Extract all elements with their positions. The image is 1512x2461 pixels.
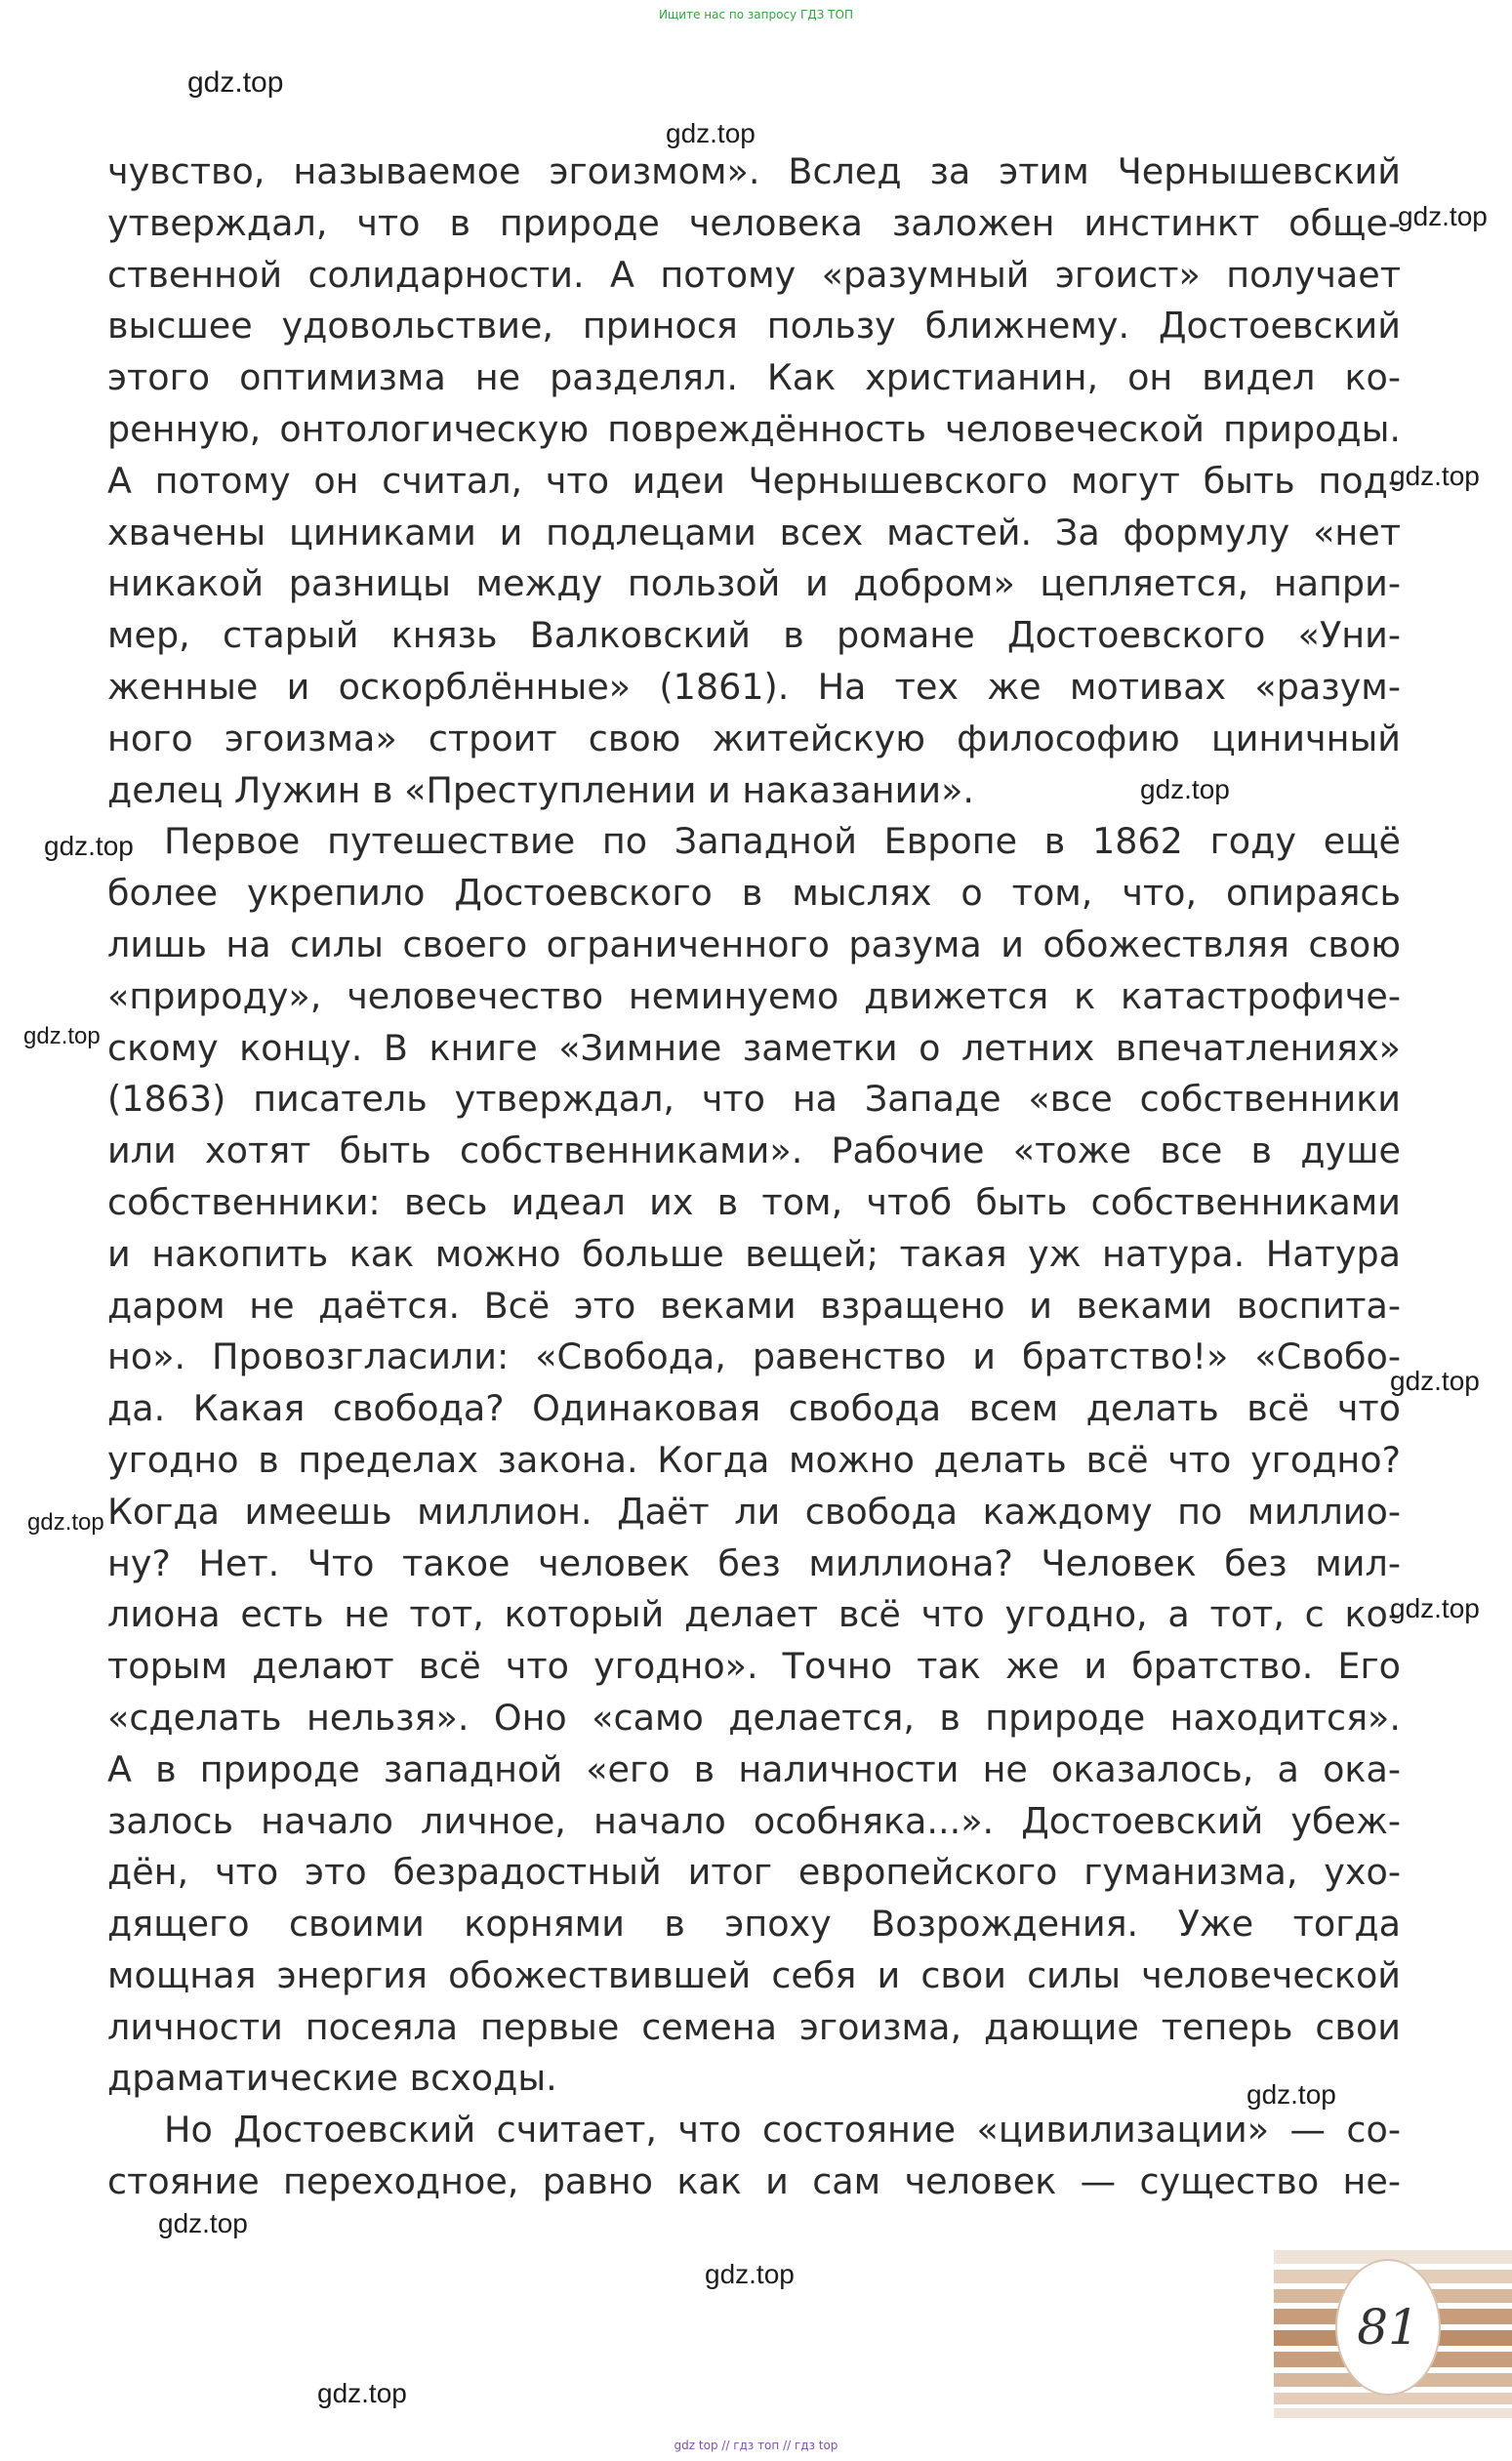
watermark: gdz.top: [158, 2208, 248, 2238]
text-line: угодно в пределах закона. Когда можно делать всё что угодно?: [107, 1438, 1401, 1481]
text-line: залось начало личное, начало особняка...». Достоевский убеж-: [107, 1799, 1401, 1842]
text-line: никакой разницы между пользой и добром» цепляется, напри-: [107, 562, 1401, 605]
watermark: gdz.top: [1140, 774, 1230, 804]
text-line: Но Достоевский считает, что состояние «цивилизации» — со-: [164, 2109, 1401, 2152]
text-line: «сделать нельзя». Оно «само делается, в природе находится».: [107, 1696, 1401, 1739]
text-line: да. Какая свобода? Одинаковая свобода всем делать всё что: [107, 1387, 1401, 1430]
text-line: лишь на силы своего ограниченного разума и обожествляя свою: [107, 923, 1401, 965]
text-line: даром не даётся. Всё это веками взращено и веками воспита-: [107, 1284, 1401, 1327]
text-line: дящего своими корнями в эпоху Возрождения. Уже тогда: [107, 1903, 1401, 1946]
text-line: ственной солидарности. А потому «разумный эгоист» получает: [107, 253, 1401, 296]
text-line: этого оптимизма не разделял. Как христианин, он видел ко-: [107, 356, 1401, 399]
text-line: лиона есть не тот, который делает всё что угодно, а тот, с ко-: [107, 1593, 1401, 1636]
text-line: мощная энергия обожествившей себя и свои силы человеческой: [107, 1953, 1401, 1996]
text-line: высшее удовольствие, принося пользу ближнему. Достоевский: [107, 305, 1401, 348]
text-line: ренную, онтологическую повреждённость человеческой природы.: [107, 407, 1401, 450]
text-line: А в природе западной «его в наличности не оказалось, а ока-: [107, 1747, 1401, 1790]
text-line: дён, что это безрадостный итог европейского гуманизма, ухо-: [107, 1851, 1401, 1894]
text-line: утверждал, что в природе человека заложен инстинкт обще-: [107, 201, 1401, 244]
text-line: более укрепило Достоевского в мыслях о том, что, опираясь: [107, 872, 1401, 915]
text-line: или хотят быть собственниками». Рабочие «тоже все в душе: [107, 1129, 1401, 1172]
page-number: 81: [1357, 2299, 1419, 2356]
text-line: личности посеяла первые семена эгоизма, дающие теперь свои: [107, 2005, 1401, 2048]
text-line: «природу», человечество неминуемо движется к катастрофиче-: [107, 974, 1401, 1017]
watermark: gdz.top: [187, 66, 284, 99]
text-line: ного эгоизма» строит свою житейскую философию циничный: [107, 717, 1401, 759]
text-line: драматические всходы.: [107, 2057, 557, 2100]
watermark: gdz.top: [1390, 461, 1480, 491]
bottom-banner[interactable]: gdz top // гдз топ // гдз top: [674, 2439, 838, 2452]
text-line: ну? Нет. Что такое человек без миллиона? Человек без мил-: [107, 1541, 1401, 1584]
text-line: но». Провозгласили: «Свобода, равенство и братство!» «Свобо-: [107, 1335, 1401, 1378]
watermark: gdz.top: [23, 1023, 101, 1049]
watermark: gdz.top: [27, 1509, 104, 1536]
watermark: gdz.top: [705, 2259, 795, 2289]
text-line: скому концу. В книге «Зимние заметки о летних впечатлениях»: [107, 1026, 1401, 1069]
text-line: мер, старый князь Валковский в романе Достоевского «Уни-: [107, 614, 1401, 657]
text-line: хвачены циниками и подлецами всех мастей. За формулу «нет: [107, 511, 1401, 554]
text-line: чувство, называемое эгоизмом». Вслед за этим Чернышевский: [107, 150, 1401, 192]
text-line: торым делают всё что угодно». Точно так же и братство. Его: [107, 1645, 1401, 1688]
watermark: gdz.top: [317, 2378, 407, 2408]
text-line: А потому он считал, что идеи Чернышевского могут быть под-: [107, 459, 1401, 502]
text-line: Первое путешествие по Западной Европе в 1862 году ещё: [164, 820, 1401, 863]
watermark: gdz.top: [1390, 1593, 1480, 1623]
watermark: gdz.top: [1390, 1366, 1480, 1396]
text-line: стояние переходное, равно как и сам человек — существо не-: [107, 2160, 1401, 2203]
watermark: gdz.top: [1246, 2079, 1336, 2110]
text-line: и накопить как можно больше вещей; такая уж натура. Натура: [107, 1232, 1401, 1275]
text-line: (1863) писатель утверждал, что на Западе «все собственники: [107, 1078, 1401, 1121]
page-text: [107, 146, 1401, 2208]
watermark: gdz.top: [666, 118, 756, 148]
text-line: делец Лужин в «Преступлении и наказании».: [107, 768, 975, 811]
page-number-badge: [1337, 2261, 1439, 2394]
watermark: gdz.top: [44, 831, 134, 861]
text-line: женные и оскорблённые» (1861). На тех же мотивах «разум-: [107, 665, 1401, 708]
text-line: Когда имеешь миллион. Даёт ли свобода каждому по миллио-: [107, 1490, 1401, 1533]
text-line: собственники: весь идеал их в том, чтоб быть собственниками: [107, 1180, 1401, 1223]
watermark: gdz.top: [1398, 201, 1488, 231]
top-banner[interactable]: Ищите нас по запросу ГДЗ ТОП: [659, 8, 853, 21]
